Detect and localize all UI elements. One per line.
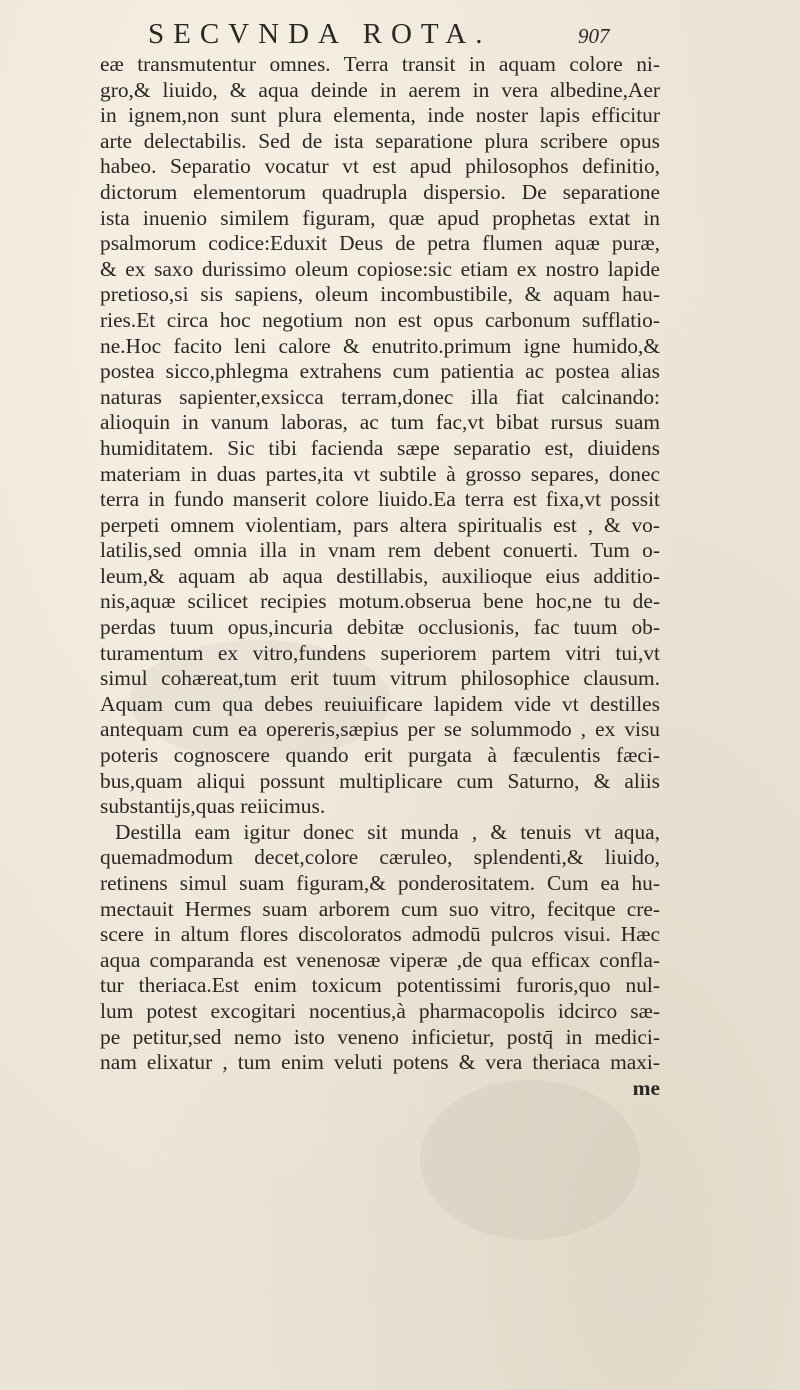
text-line: latilis,sed omnia illa in vnam rem debent conuerti. Tum o-: [100, 538, 660, 563]
text-line: simul cohæreat,tum erit tuum vitrum philosophice clausum.: [100, 666, 660, 691]
catchword: me: [632, 1075, 660, 1100]
text-line: materiam in duas partes,ita vt subtile à grosso separes, donec: [100, 461, 660, 486]
text-line: naturas sapienter,exsicca terram,donec illa fiat calcinando:: [100, 384, 660, 409]
text-line: psalmorum codice:Eduxit Deus de petra flumen aquæ puræ,: [100, 231, 660, 256]
running-head: [0, 14, 800, 50]
text-line: bus,quam aliqui possunt multiplicare cum Saturno, & aliis: [100, 768, 660, 793]
text-line: postea sicco,phlegma extrahens cum patientia ac postea alias: [100, 359, 660, 384]
text-line: tur theriaca.Est enim toxicum potentissimi furoris,quo nul-: [100, 973, 660, 998]
text-line: aqua comparanda est venenosæ viperæ ,de qua efficax confla-: [100, 947, 660, 972]
ink-bleed-stain: [420, 1080, 640, 1240]
text-line: mectauit Hermes suam arborem cum suo vitro, fecitque cre-: [100, 896, 660, 921]
text-line: pe petitur,sed nemo isto veneno inficietur, postq̄ in medici-: [100, 1024, 660, 1049]
text-line: antequam cum ea opereris,sæpius per se solummodo , ex visu: [100, 717, 660, 742]
text-line: nis,aquæ scilicet recipies motum.obserua bene hoc,ne tu de-: [100, 589, 660, 614]
text-line: substantijs,quas reiicimus.: [100, 794, 326, 819]
text-line: perpeti omnem violentiam, pars altera spiritualis est , & vo-: [100, 512, 660, 537]
text-line: arte delectabilis. Sed de ista separatione plura scribere opus: [100, 128, 660, 153]
text-line: perdas tuum opus,incuria debitæ occlusionis, fac tuum ob-: [100, 615, 660, 640]
text-line: nam elixatur , tum enim veluti potens & vera theriaca maxi-: [100, 1050, 660, 1075]
text-line: terra in fundo manserit colore liuido.Ea terra est fixa,vt possit: [100, 487, 660, 512]
running-title: SECVNDA ROTA.: [148, 18, 492, 50]
page-number: 907: [578, 24, 610, 48]
text-line: habeo. Separatio vocatur vt est apud philosophos definitio,: [100, 154, 660, 179]
text-line: poteris cognoscere quando erit purgata à fæculentis fæci-: [100, 743, 660, 768]
text-line: alioquin in vanum laboras, ac tum fac,vt bibat rursus suam: [100, 410, 660, 435]
text-line: gro,& liuido, & aqua deinde in aerem in vera albedine,Aer: [100, 77, 660, 102]
text-line: ries.Et circa hoc negotium non est opus carbonum sufflatio-: [100, 307, 660, 332]
text-line: scere in altum flores discoloratos admodū pulcros visui. Hæc: [100, 922, 660, 947]
text-line: quemadmodum decet,colore cæruleo, splendenti,& liuido,: [100, 845, 660, 870]
text-line: pretioso,si sis sapiens, oleum incombustibile, & aquam hau-: [100, 282, 660, 307]
text-line: eæ transmutentur omnes. Terra transit in aquam colore ni-: [100, 52, 660, 76]
text-line: in ignem,non sunt plura elementa, inde noster lapis efficitur: [100, 103, 660, 128]
text-line: Aquam cum qua debes reuiuificare lapidem vide vt destilles: [100, 691, 660, 716]
text-line: turamentum ex vitro,fundens superiorem partem vitri tui,vt: [100, 640, 660, 665]
body-text: [100, 52, 660, 1101]
text-line: ne.Hoc facito leni calore & enutrito.primum igne humido,&: [100, 333, 660, 358]
text-line: ista inuenio similem figuram, quæ apud prophetas extat in: [100, 205, 660, 230]
text-line: dictorum elementorum quadrupla dispersio. De separatione: [100, 179, 660, 204]
text-line: leum,& aquam ab aqua destillabis, auxilioque eius additio-: [100, 563, 660, 588]
text-line: Destilla eam igitur donec sit munda , & tenuis vt aqua,: [115, 819, 660, 844]
text-line: lum potest excogitari nocentius,à pharmacopolis idcirco sæ-: [100, 998, 660, 1023]
text-line: retinens simul suam figuram,& ponderositatem. Cum ea hu-: [100, 871, 660, 895]
text-line: humiditatem. Sic tibi facienda sæpe separatio est, diuidens: [100, 435, 660, 460]
text-line: & ex saxo durissimo oleum copiose:sic etiam ex nostro lapide: [100, 256, 660, 281]
